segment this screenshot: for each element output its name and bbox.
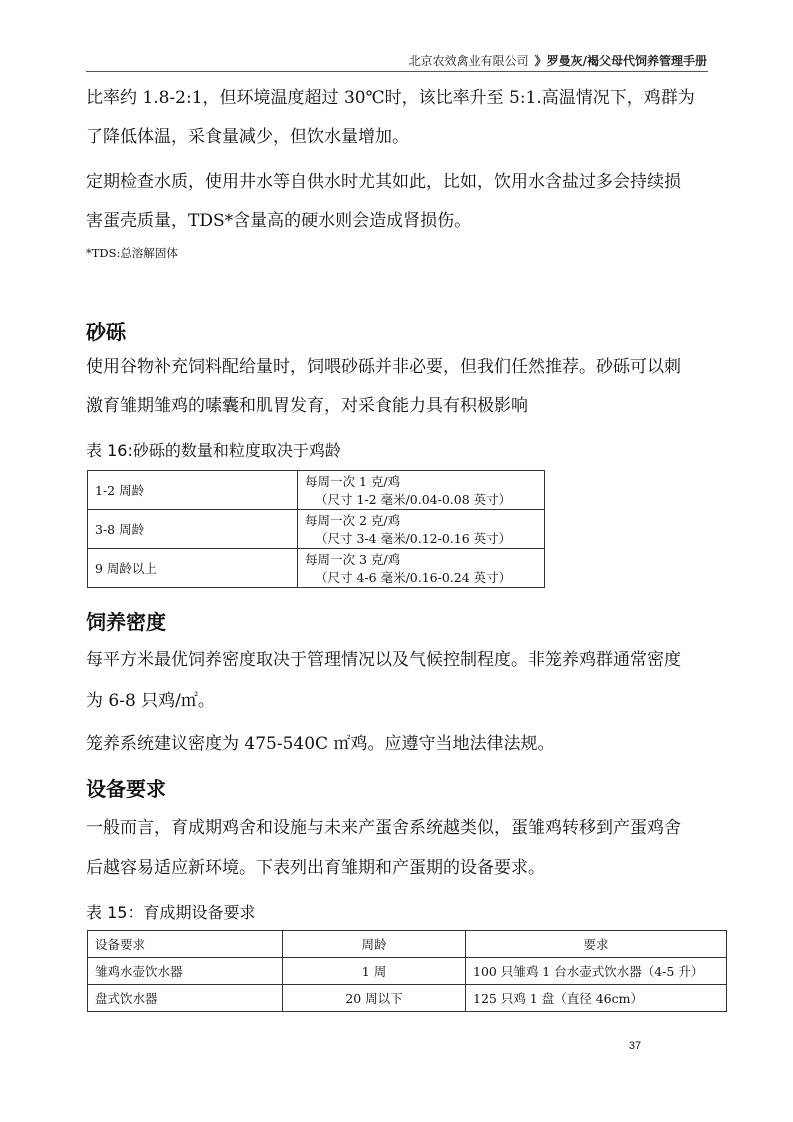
size-text: （尺寸 4-6 毫米/0.16-0.24 英寸） [315,570,512,585]
amount-cell [298,549,545,588]
equipment-table [87,930,727,1012]
table-cell: 20 周以下 [283,985,466,1012]
paragraph-line: 笼养系统建议密度为 475-540C ㎡鸡。应遵守当地法律法规。 [86,734,555,754]
amount-text: 每周一次 1 克/鸡 [305,474,401,489]
column-header: 设备要求 [88,931,283,958]
table-cell: 100 只雏鸡 1 台水壶式饮水器（4-5 升） [466,958,727,985]
header-rule [86,71,708,72]
paragraph-line: 激育雏期雏鸡的嗉囊和肌胃发育，对采食能力具有积极影响 [86,396,528,416]
section-heading-density: 饲养密度 [86,610,166,634]
table-row [88,985,727,1012]
amount-cell [298,471,545,510]
header-company: 北京农效禽业有限公司 [408,54,529,68]
page-number: 37 [628,1040,642,1052]
header-title: 》罗曼灰/褐父母代饲养管理手册 [534,54,707,68]
table-header-row [88,931,727,958]
table-row [88,549,545,588]
age-cell: 3-8 周龄 [88,510,298,549]
paragraph-line: 后越容易适应新环境。下表列出育雏期和产蛋期的设备要求。 [86,858,545,878]
paragraph-line: 比率约 1.8-2:1，但环境温度超过 30℃时，该比率升至 5:1.高温情况下，鸡群为 [86,88,695,108]
column-header: 要求 [466,931,727,958]
table-row [88,958,727,985]
table-cell: 125 只鸡 1 盘（直径 46cm） [466,985,727,1012]
table-cell: 雏鸡水壶饮水器 [88,958,283,985]
paragraph-line: 害蛋壳质量，TDS*含量高的硬水则会造成肾损伤。 [86,211,472,231]
running-header [86,52,707,69]
table-caption: 表 15：育成期设备要求 [86,903,256,922]
amount-text: 每周一次 2 克/鸡 [305,513,401,528]
paragraph-line: 每平方米最优饲养密度取决于管理情况以及气候控制程度。非笼养鸡群通常密度 [86,650,681,670]
table-cell: 盘式饮水器 [88,985,283,1012]
column-header: 周龄 [283,931,466,958]
section-heading-grit: 砂砾 [86,320,126,344]
size-text: （尺寸 1-2 毫米/0.04-0.08 英寸） [315,492,512,507]
table-row [88,471,545,510]
table-cell: 1 周 [283,958,466,985]
amount-cell [298,510,545,549]
footnote: *TDS:总溶解固体 [86,246,178,260]
paragraph-line: 一般而言，育成期鸡舍和设施与未来产蛋舍系统越类似，蛋雏鸡转移到产蛋鸡舍 [86,818,681,838]
paragraph-line: 使用谷物补充饲料配给量时，饲喂砂砾并非必要，但我们任然推荐。砂砾可以刺 [86,357,681,377]
section-heading-equipment: 设备要求 [86,777,166,801]
size-text: （尺寸 3-4 毫米/0.12-0.16 英寸） [315,531,512,546]
paragraph-line: 定期检查水质，使用井水等自供水时尤其如此，比如，饮用水含盐过多会持续损 [86,172,681,192]
table-caption: 表 16:砂砾的数量和粒度取决于鸡龄 [86,441,341,460]
amount-text: 每周一次 3 克/鸡 [305,552,401,567]
paragraph-line: 了降低体温，采食量减少，但饮水量增加。 [86,127,409,147]
paragraph-line: 为 6-8 只鸡/㎡。 [86,691,215,711]
table-row [88,510,545,549]
grit-table [87,470,545,588]
age-cell: 9 周龄以上 [88,549,298,588]
age-cell: 1-2 周龄 [88,471,298,510]
